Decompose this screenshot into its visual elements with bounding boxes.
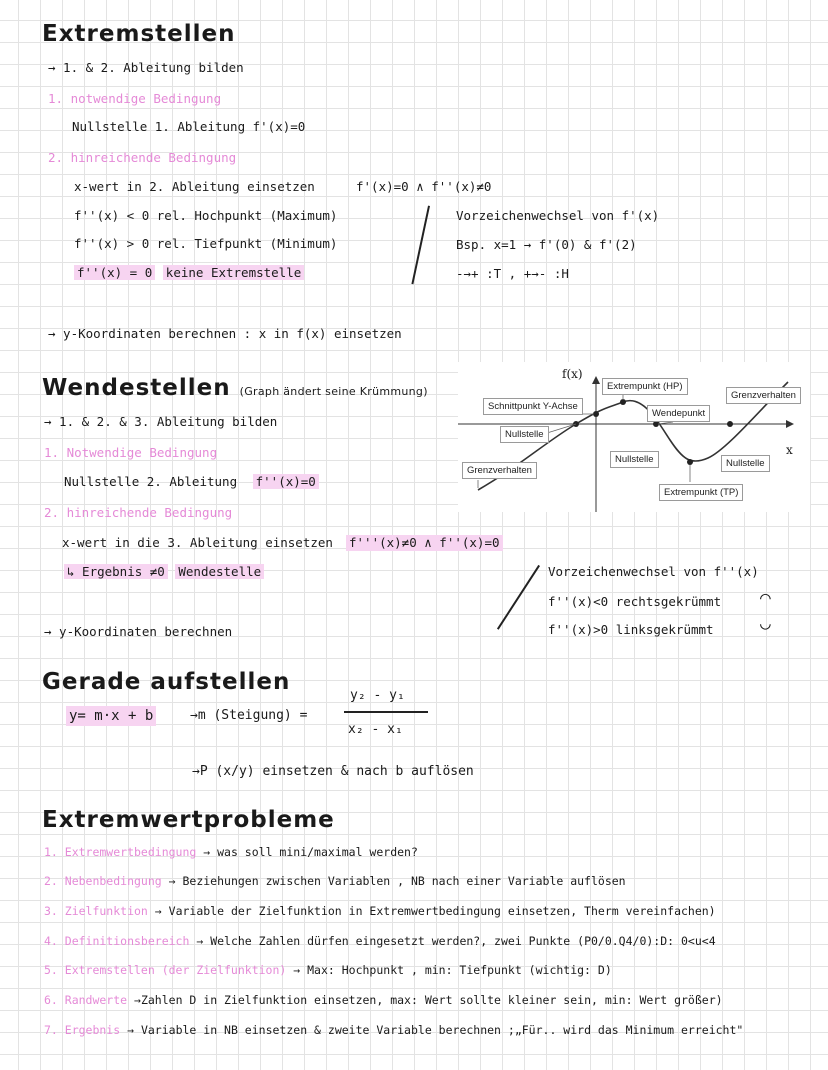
graph-label-gv-right: Grenzverhalten: [726, 387, 801, 404]
gerade-point-insert: →P (x/y) einsetzen & nach b auflösen: [192, 764, 474, 779]
extrem-step-1: → 1. & 2. Ableitung bilden: [48, 60, 244, 75]
gerade-equation: y= m·x + b: [66, 706, 156, 726]
point-nullstelle-2: [727, 421, 733, 427]
wende-title: Wendestellen: [42, 375, 231, 401]
ewp-step: [44, 873, 626, 889]
wende-notwendig-desc: Nullstelle 2. Ableitung: [64, 474, 238, 489]
ewp-step-key: 3. Zielfunktion: [44, 904, 148, 918]
ewp-step-value: → Max: Hochpunkt , min: Tiefpunkt (wichtig: D): [293, 963, 612, 977]
extrem-rule-none-text: keine Extremstelle: [163, 265, 304, 280]
ewp-step: [44, 903, 716, 919]
extrem-vzw-rule: -→+ :T , +→- :H: [456, 266, 569, 281]
graph-label-ns3: Nullstelle: [721, 455, 770, 472]
ewp-step-key: 1. Extremwertbedingung: [44, 845, 197, 859]
extrem-hinreichend-label: 2. hinreichende Bedingung: [48, 150, 237, 165]
ewp-step-value: → Variable in NB einsetzen & zweite Variable berechnen ;„Für.. wird das Minimum erreicht": [127, 1023, 744, 1037]
extrem-rule-max: f''(x) < 0 rel. Hochpunkt (Maximum): [74, 208, 338, 223]
ewp-step-key: 2. Nebenbedingung: [44, 874, 162, 888]
wende-result-cond: ↳ Ergebnis ≠0: [64, 564, 168, 579]
ewp-step-value: → Welche Zahlen dürfen eingesetzt werden?, zwei Punkte (P0/0.Q4/0):D: 0<u<4: [196, 934, 716, 948]
graph-label-wp: Wendepunkt: [647, 405, 710, 422]
wende-result: [64, 564, 264, 580]
wende-vzw-right: f''(x)<0 rechtsgekrümmt: [548, 594, 722, 609]
wende-vzw-left: f''(x)>0 linksgekrümmt: [548, 622, 714, 637]
ewp-step-key: 5. Extremstellen (der Zielfunktion): [44, 963, 287, 977]
wende-result-text: Wendestelle: [175, 564, 264, 579]
wende-hinreichend-label: 2. hinreichende Bedingung: [44, 505, 233, 520]
wende-hinreichend-condition: f'''(x)≠0 ∧ f''(x)=0: [346, 535, 503, 551]
extrem-vzw-example: Bsp. x=1 → f'(0) & f'(2): [456, 237, 637, 252]
graph-x-label: x: [786, 443, 793, 457]
ewp-step-key: 6. Randwerte: [44, 993, 128, 1007]
extrem-rule-none-cond: f''(x) = 0: [74, 265, 155, 280]
arc-right-curved-icon: ⌒: [760, 587, 771, 608]
point-tiefpunkt: [687, 459, 693, 465]
gerade-fraction-denominator: x₂ - x₁: [348, 722, 403, 737]
wende-subtitle: (Graph ändert seine Krümmung): [239, 385, 428, 398]
wende-step-1: → 1. & 2. & 3. Ableitung bilden: [44, 414, 278, 429]
ewp-step-value: → Variable der Zielfunktion in Extremwertbedingung einsetzen, Therm vereinfachen): [154, 904, 716, 918]
extrem-hinreichend-condition: f'(x)=0 ∧ f''(x)≠0: [356, 179, 492, 194]
arc-left-curved-icon: ◡: [760, 613, 771, 634]
graph-label-ns1: Nullstelle: [500, 426, 549, 443]
graph-fx-label: f(x): [562, 367, 583, 381]
graph-label-ns2: Nullstelle: [610, 451, 659, 468]
gerade-slope-label: →m (Steigung) =: [190, 708, 308, 723]
ewp-step: [44, 992, 723, 1008]
gerade-fraction-bar: [344, 711, 428, 713]
extrem-rule-none: [74, 265, 304, 281]
ewp-step: [44, 962, 612, 978]
ewp-step: [44, 844, 418, 860]
ewp-step-value: → was soll mini/maximal werden?: [203, 845, 418, 859]
graph-label-schnittpunkt: Schnittpunkt Y-Achse: [483, 398, 583, 415]
wende-notwendig-label: 1. Notwendige Bedingung: [44, 445, 218, 460]
section-title-wendestellen: [42, 374, 428, 406]
x-axis-arrow: [786, 420, 794, 428]
ewp-step-key: 4. Definitionsbereich: [44, 934, 190, 948]
wende-notwendig-text: [64, 474, 319, 490]
ewp-step-value: →Zahlen D in Zielfunktion einsetzen, max: Wert sollte kleiner sein, min: Wert größer): [134, 993, 723, 1007]
y-axis-arrow: [592, 376, 600, 384]
extrem-rule-min: f''(x) > 0 rel. Tiefpunkt (Minimum): [74, 236, 338, 251]
wende-notwendig-cond: f''(x)=0: [253, 474, 319, 489]
section-title-extremstellen: Extremstellen: [42, 21, 236, 47]
extrem-vzw-title: Vorzeichenwechsel von f'(x): [456, 208, 660, 223]
extrem-notwendig-text: Nullstelle 1. Ableitung f'(x)=0: [72, 119, 306, 134]
ewp-step-value: → Beziehungen zwischen Variablen , NB nach einer Variable auflösen: [168, 874, 626, 888]
ewp-step: [44, 933, 716, 949]
section-title-extremwertprobleme: Extremwertprobleme: [42, 807, 335, 833]
wende-vzw-title: Vorzeichenwechsel von f''(x): [548, 564, 759, 579]
graph-label-gv-left: Grenzverhalten: [462, 462, 537, 479]
wende-y-coordinates: → y-Koordinaten berechnen: [44, 624, 233, 639]
graph-label-tp: Extrempunkt (TP): [659, 484, 743, 501]
wende-hinreichend-text: x-wert in die 3. Ableitung einsetzen: [62, 535, 333, 550]
ewp-step-key: 7. Ergebnis: [44, 1023, 121, 1037]
extrem-notwendig-label: 1. notwendige Bedingung: [48, 91, 222, 106]
gerade-fraction-numerator: y₂ - y₁: [350, 688, 405, 703]
wende-divider-slash: [497, 565, 540, 630]
extrem-hinreichend-text: x-wert in 2. Ableitung einsetzen: [74, 179, 315, 194]
ewp-step: [44, 1022, 743, 1038]
extrem-divider-slash: [412, 206, 430, 285]
graph-label-hp: Extrempunkt (HP): [602, 378, 688, 395]
extrem-y-coordinates: → y-Koordinaten berechnen : x in f(x) einsetzen: [48, 326, 402, 341]
section-title-gerade: Gerade aufstellen: [42, 669, 291, 695]
